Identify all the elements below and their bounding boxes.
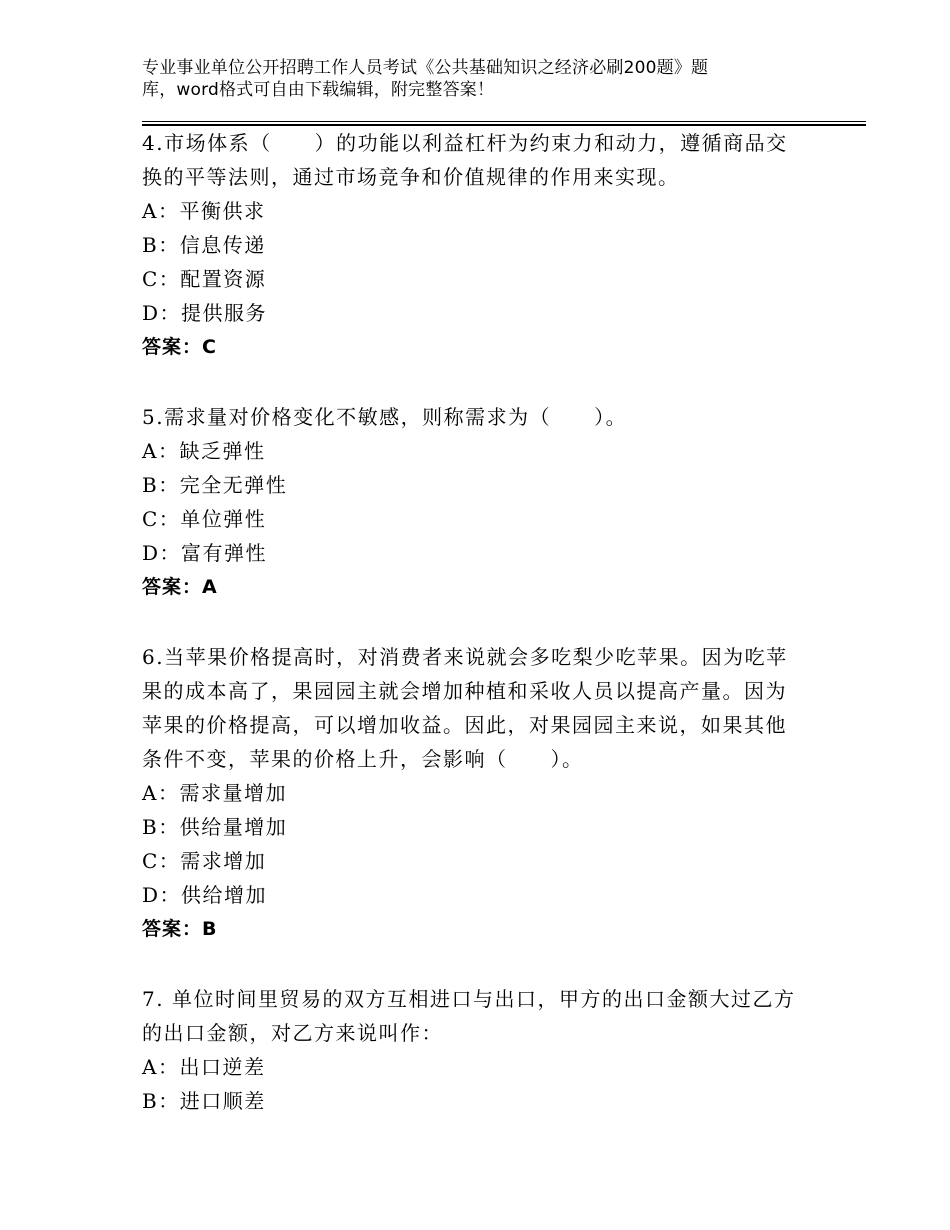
spacer — [142, 946, 822, 982]
question-7-option-b: B：进口顺差 — [142, 1089, 266, 1113]
question-6-option-c: C：需求增加 — [142, 849, 267, 873]
question-4-option-b: B：信息传递 — [142, 233, 266, 257]
header-line-2: 库，word格式可自由下载编辑，附完整答案！ — [142, 80, 495, 100]
question-6-line-1: 6.当苹果价格提高时，对消费者来说就会多吃梨少吃苹果。因为吃苹 — [142, 645, 788, 669]
question-6 — [142, 640, 822, 946]
question-5 — [142, 400, 822, 604]
question-list — [142, 126, 822, 1118]
question-4-line-1: 4.市场体系（ ）的功能以利益杠杆为约束力和动力，遵循商品交 — [142, 131, 788, 155]
document-header — [142, 57, 802, 101]
question-6-answer: 答案：B — [142, 918, 218, 940]
question-5-option-c: C：单位弹性 — [142, 507, 267, 531]
question-5-option-a: A：缺乏弹性 — [142, 439, 266, 463]
question-7-option-a: A：出口逆差 — [142, 1055, 266, 1079]
question-5-option-d: D：富有弹性 — [142, 541, 268, 565]
question-4-option-d: D：提供服务 — [142, 301, 268, 325]
question-5-line-1: 5.需求量对价格变化不敏感，则称需求为（ ）。 — [142, 405, 628, 429]
question-4-option-a: A：平衡供求 — [142, 199, 266, 223]
question-4-line-2: 换的平等法则，通过市场竞争和价值规律的作用来实现。 — [142, 165, 680, 189]
spacer — [142, 604, 822, 640]
question-5-answer: 答案：A — [142, 576, 218, 598]
question-6-option-d: D：供给增加 — [142, 883, 268, 907]
question-7-line-1: 7. 单位时间里贸易的双方互相进口与出口，甲方的出口金额大过乙方 — [142, 987, 796, 1011]
header-line-1: 专业事业单位公开招聘工作人员考试《公共基础知识之经济必刷200题》题 — [142, 58, 709, 78]
question-6-line-3: 苹果的价格提高，可以增加收益。因此，对果园园主来说，如果其他 — [142, 713, 787, 737]
question-5-option-b: B：完全无弹性 — [142, 473, 288, 497]
question-6-option-a: A：需求量增加 — [142, 781, 287, 805]
question-6-line-4: 条件不变，苹果的价格上升，会影响（ ）。 — [142, 747, 584, 771]
header-divider-thin — [142, 121, 866, 122]
question-4-answer: 答案：C — [142, 336, 217, 358]
question-6-line-2: 果的成本高了，果园园主就会增加种植和采收人员以提高产量。因为 — [142, 679, 787, 703]
question-4-option-c: C：配置资源 — [142, 267, 267, 291]
question-7 — [142, 982, 822, 1118]
question-6-option-b: B：供给量增加 — [142, 815, 288, 839]
question-4 — [142, 126, 822, 364]
spacer — [142, 364, 822, 400]
question-7-line-2: 的出口金额，对乙方来说叫作： — [142, 1021, 443, 1045]
